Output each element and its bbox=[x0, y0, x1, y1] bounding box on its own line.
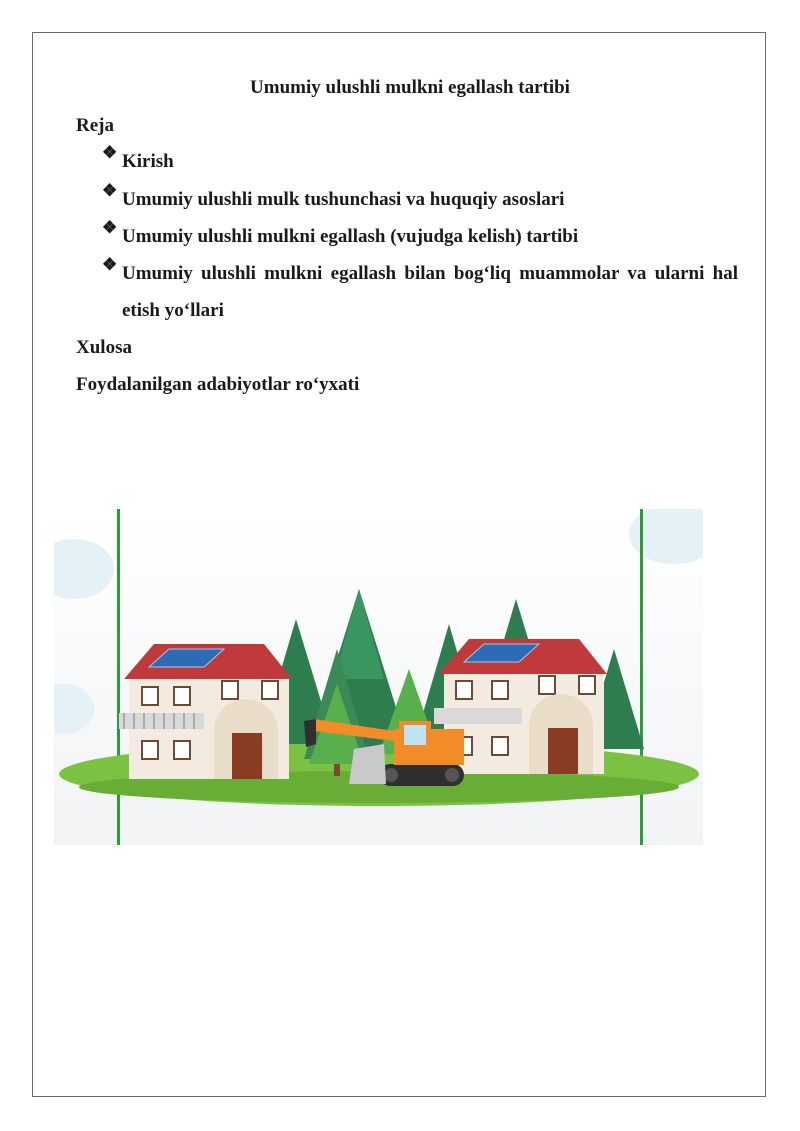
diamond-bullet-icon: ❖ bbox=[102, 181, 118, 200]
references-heading: Foydalanilgan adabiyotlar ro‘yxati bbox=[76, 374, 360, 395]
conclusion-heading: Xulosa bbox=[76, 337, 132, 358]
plan-item-text: Umumiy ulushli mulkni egallash bilan bog‘liq muammolar va ularni hal etish yo‘llari bbox=[122, 263, 738, 321]
document-title: Umumiy ulushli mulkni egallash tartibi bbox=[250, 77, 570, 98]
diamond-bullet-icon: ❖ bbox=[102, 255, 118, 274]
plan-item bbox=[102, 181, 742, 218]
plan-item bbox=[102, 143, 742, 180]
plan-heading: Reja bbox=[76, 115, 114, 136]
plan-item-text: Kirish bbox=[122, 151, 174, 172]
plan-item-text: Umumiy ulushli mulkni egallash (vujudga kelish) tartibi bbox=[122, 226, 579, 247]
plan-item bbox=[102, 218, 742, 255]
diamond-bullet-icon: ❖ bbox=[102, 218, 118, 237]
plan-item bbox=[102, 255, 742, 329]
plan-item-text: Umumiy ulushli mulk tushunchasi va huquqiy asoslari bbox=[122, 189, 565, 210]
diamond-bullet-icon: ❖ bbox=[102, 143, 118, 162]
house-icon bbox=[119, 644, 292, 779]
houses-excavator-illustration bbox=[54, 509, 703, 845]
